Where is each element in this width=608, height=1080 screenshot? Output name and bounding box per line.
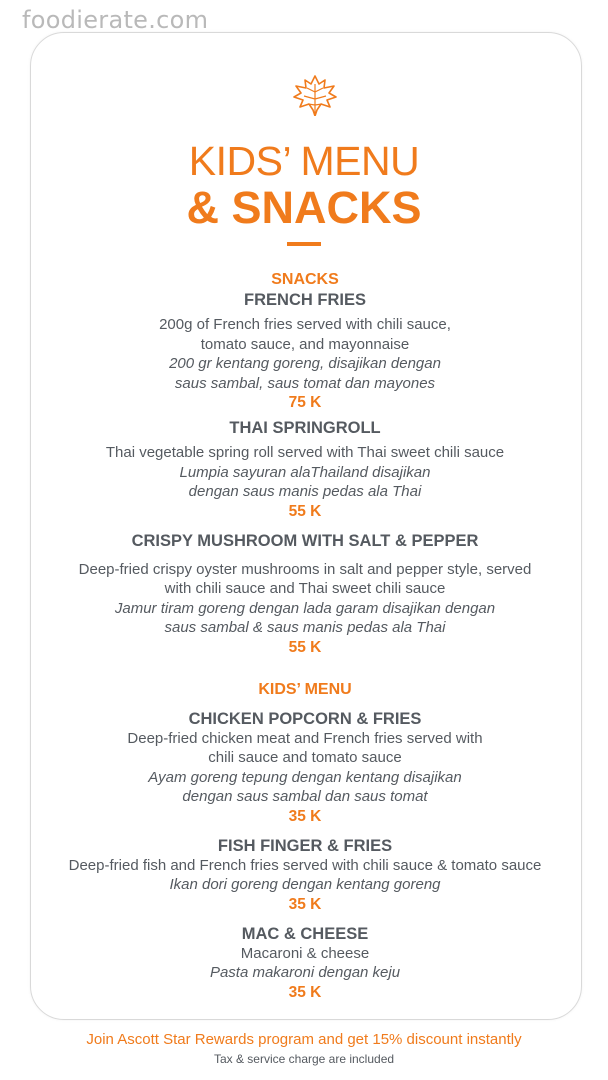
item-description-indonesian: 200 gr kentang goreng, disajikan dengan xyxy=(169,355,441,372)
item-description: Macaroni & cheese xyxy=(240,944,370,962)
title-divider xyxy=(287,242,321,246)
promo-text: Join Ascott Star Rewards program and get 15% discount instantly xyxy=(86,1031,522,1048)
item-description-indonesian: Ayam goreng tepung dengan kentang disajikan xyxy=(148,768,462,786)
item-description: Deep-fried chicken meat and French fries served with xyxy=(127,729,483,747)
item-description-indonesian: Pasta makaroni dengan keju xyxy=(209,964,401,981)
item-price: 55 K xyxy=(288,502,322,520)
section-heading-kids-menu: KIDS’ MENU xyxy=(258,680,352,698)
item-name: CHICKEN POPCORN & FRIES xyxy=(188,709,422,728)
item-price: 35 K xyxy=(288,983,322,1001)
page-title-line1: KIDS’ MENU xyxy=(188,138,420,184)
item-price: 35 K xyxy=(288,895,322,913)
menu-item-french-fries xyxy=(30,290,580,413)
tax-note: Tax & service charge are included xyxy=(213,1052,395,1066)
menu-item-thai-springroll xyxy=(30,418,580,522)
item-description-indonesian: Ikan dori goreng dengan kentang goreng xyxy=(169,876,441,893)
item-name: CRISPY MUSHROOM WITH SALT & PEPPER xyxy=(131,531,479,550)
page-title-line2: & SNACKS xyxy=(186,182,422,233)
item-name: FRENCH FRIES xyxy=(244,291,366,309)
item-description-indonesian: Jamur tiram goreng dengan lada garam disajikan dengan xyxy=(114,599,496,617)
item-name: FISH FINGER & FRIES xyxy=(217,836,393,855)
menu-item-fish-finger xyxy=(30,836,580,915)
section-heading-snacks: SNACKS xyxy=(271,271,339,288)
item-name: THAI SPRINGROLL xyxy=(229,419,381,437)
menu-item-crispy-mushroom xyxy=(30,531,580,658)
item-description: chili sauce and tomato sauce xyxy=(208,749,402,766)
item-description: 200g of French fries served with chili sauce, xyxy=(159,316,451,333)
item-description-indonesian: saus sambal & saus manis pedas ala Thai xyxy=(164,619,446,636)
item-description: tomato sauce, and mayonnaise xyxy=(200,335,410,353)
item-description-indonesian: Lumpia sayuran alaThailand disajikan xyxy=(179,463,431,481)
maple-leaf-icon xyxy=(292,74,338,116)
menu-content xyxy=(30,270,580,1003)
watermark: foodierate.com xyxy=(22,6,209,34)
item-description: Thai vegetable spring roll served with Thai sweet chili sauce xyxy=(105,444,505,461)
menu-item-chicken-popcorn xyxy=(30,709,580,827)
item-description-indonesian: saus sambal, saus tomat dan mayones xyxy=(174,374,436,392)
item-description: Deep-fried fish and French fries served with chili sauce & tomato sauce xyxy=(68,856,542,874)
item-price: 75 K xyxy=(288,394,322,411)
menu-item-mac-and-cheese xyxy=(30,924,580,1003)
item-price: 35 K xyxy=(288,807,322,825)
item-price: 55 K xyxy=(288,638,322,656)
item-name: MAC & CHEESE xyxy=(241,924,369,943)
item-description-indonesian: dengan saus sambal dan saus tomat xyxy=(182,788,428,805)
item-description: Deep-fried crispy oyster mushrooms in salt and pepper style, served xyxy=(78,560,532,578)
item-description-indonesian: dengan saus manis pedas ala Thai xyxy=(188,483,422,500)
item-description: with chili sauce and Thai sweet chili sauce xyxy=(164,580,446,597)
